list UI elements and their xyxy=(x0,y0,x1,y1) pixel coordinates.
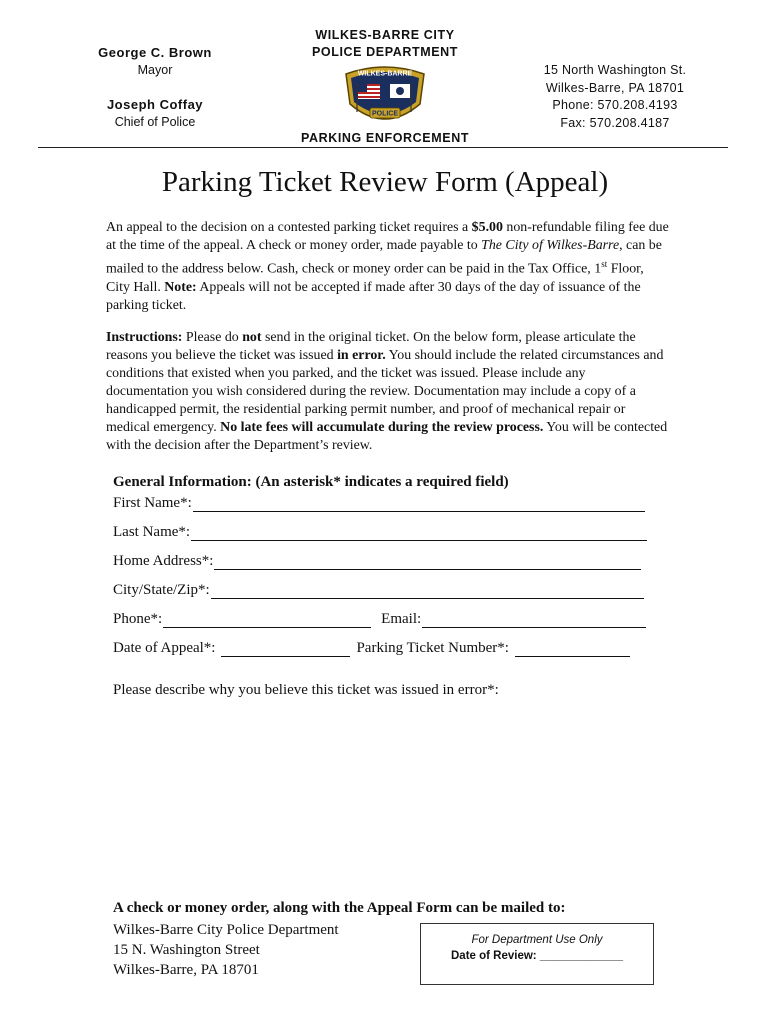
ticket-number-input-line[interactable] xyxy=(515,642,630,657)
chief-title: Chief of Police xyxy=(114,115,196,129)
home-address-field[interactable] xyxy=(113,548,641,570)
date-of-review-label: Date of Review: _____________ xyxy=(451,950,623,962)
badge-top-text: WILKES-BARRE xyxy=(357,70,413,78)
department-use-box xyxy=(420,923,654,985)
mailing-address xyxy=(113,920,339,980)
phone-label: Phone*: xyxy=(113,611,163,627)
chief-block xyxy=(60,96,250,131)
phone-email-row xyxy=(113,606,646,628)
address-line-2: Wilkes-Barre, PA 18701 xyxy=(545,80,685,95)
ticket-number-label: Parking Ticket Number*: xyxy=(356,640,509,656)
first-name-input-line[interactable] xyxy=(193,497,645,512)
mailing-address-line-3: Wilkes-Barre, PA 18701 xyxy=(113,962,259,978)
first-name-label: First Name*: xyxy=(113,495,192,511)
describe-error-prompt: Please describe why you believe this ticket was issued in error*: xyxy=(113,682,499,698)
mayor-title: Mayor xyxy=(137,63,173,77)
mailing-address-line-2: 15 N. Washington Street xyxy=(113,942,260,958)
department-line-1: WILKES-BARRE CITY xyxy=(315,28,455,42)
address-line-1: 15 North Washington St. xyxy=(543,63,687,77)
header-divider xyxy=(38,147,728,148)
division-name: PARKING ENFORCEMENT xyxy=(300,131,470,145)
email-label: Email: xyxy=(381,611,422,627)
date-ticket-row xyxy=(113,635,630,657)
phone-input-line[interactable] xyxy=(163,613,371,628)
email-input-line[interactable] xyxy=(422,613,646,628)
department-line-2: POLICE DEPARTMENT xyxy=(311,45,459,59)
home-address-label: Home Address*: xyxy=(113,553,214,569)
phone-number: Phone: 570.208.4193 xyxy=(552,98,678,112)
date-of-appeal-label: Date of Appeal*: xyxy=(113,640,216,656)
instructions-paragraph: Instructions: Please do not send in the original ticket. On the below form, please articulate the reasons you believe the ticket was issued in error. You should include the related circumstances and conditions that existed when you parked, and the ticket was issued. Please include any documentation you wish considered during the review. Documentation may include a copy of a handicapped permit, the residential parking permit number, and proof of mechanical repair or medical emergency. No late fees will accumulate during the review process. You will be contected with the decision after the Department’s review. xyxy=(106,330,668,453)
page-title: Parking Ticket Review Form (Appeal) xyxy=(161,166,609,198)
describe-error-area[interactable] xyxy=(113,708,653,888)
chief-name: Joseph Coffay xyxy=(106,97,204,112)
last-name-input-line[interactable] xyxy=(191,526,647,541)
general-information-heading: General Information: (An asterisk* indicates a required field) xyxy=(113,474,509,490)
last-name-field[interactable] xyxy=(113,519,647,541)
department-use-title: For Department Use Only xyxy=(471,934,603,946)
intro-paragraph: An appeal to the decision on a contested parking ticket requires a $5.00 non-refundable filing fee due at the time of the appeal. A check or money order, made payable to The City of Wilkes-Barre, can be mailed to the address below. Cash, check or money order can be paid in the Tax Office, 1st Floor, City Hall. Note: Appeals will not be accepted if made after 30 days of the day of issuance of the parking ticket. xyxy=(106,220,669,313)
city-state-zip-field[interactable] xyxy=(113,577,644,599)
mayor-name: George C. Brown xyxy=(98,45,212,60)
police-badge-logo xyxy=(340,64,430,128)
first-name-field[interactable] xyxy=(113,490,645,512)
mayor-block xyxy=(60,44,250,79)
contact-block xyxy=(515,62,715,132)
fax-number: Fax: 570.208.4187 xyxy=(560,115,670,130)
mailing-address-line-1: Wilkes-Barre City Police Department xyxy=(113,922,339,938)
home-address-input-line[interactable] xyxy=(214,555,641,570)
mailing-heading: A check or money order, along with the Appeal Form can be mailed to: xyxy=(113,900,566,916)
last-name-label: Last Name*: xyxy=(113,524,191,540)
badge-bottom-text: POLICE xyxy=(371,110,399,118)
date-of-appeal-input-line[interactable] xyxy=(221,642,350,657)
city-state-zip-input-line[interactable] xyxy=(211,584,644,599)
city-state-zip-label: City/State/Zip*: xyxy=(113,582,210,598)
department-name xyxy=(270,27,500,61)
